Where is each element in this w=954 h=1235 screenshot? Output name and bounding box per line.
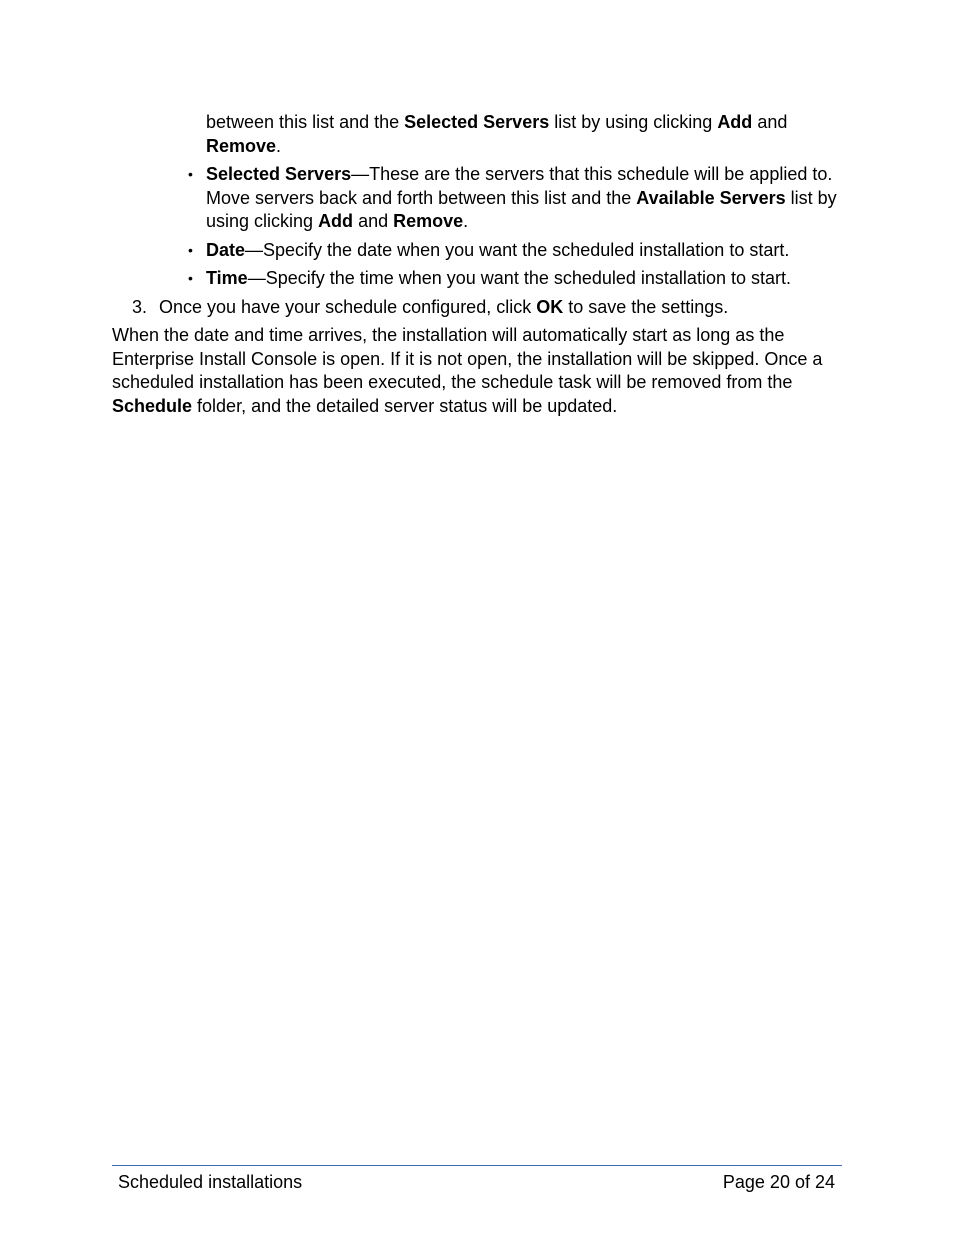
bullet-selected-servers: • Selected Servers—These are the servers that this schedule will be applied to. Move servers back and forth between this list and the Available Servers list by using clicking Add and Remove. [188, 164, 837, 231]
footer-section-title: Scheduled installations [118, 1172, 303, 1192]
footer-page-number: Page 20 of 24 [722, 1172, 835, 1192]
step-3: 3. Once you have your schedule configured, click OK to save the settings. [159, 296, 842, 320]
bullet-date: • Date—Specify the date when you want the scheduled installation to start. [206, 239, 842, 263]
option-bullet-list [112, 163, 842, 291]
bullet-time: • Time—Specify the time when you want the scheduled installation to start. [206, 267, 842, 291]
step-number: 3. [132, 296, 148, 317]
bullet-marker: • [188, 166, 193, 182]
bullet-marker: • [188, 241, 193, 258]
available-servers-continuation: between this list and the Selected Servers list by using clicking Add and Remove. [206, 112, 788, 156]
closing-paragraph: When the date and time arrives, the installation will automatically start as long as the Enterprise Install Console is open. If it is not open, the installation will be skipped. Once a scheduled installation has been executed, the schedule task will be removed from the Schedule folder, and the detailed server status will be updated. [112, 325, 823, 416]
page-content [112, 111, 842, 418]
bullet-marker: • [188, 270, 193, 286]
footer-divider [112, 1165, 842, 1166]
